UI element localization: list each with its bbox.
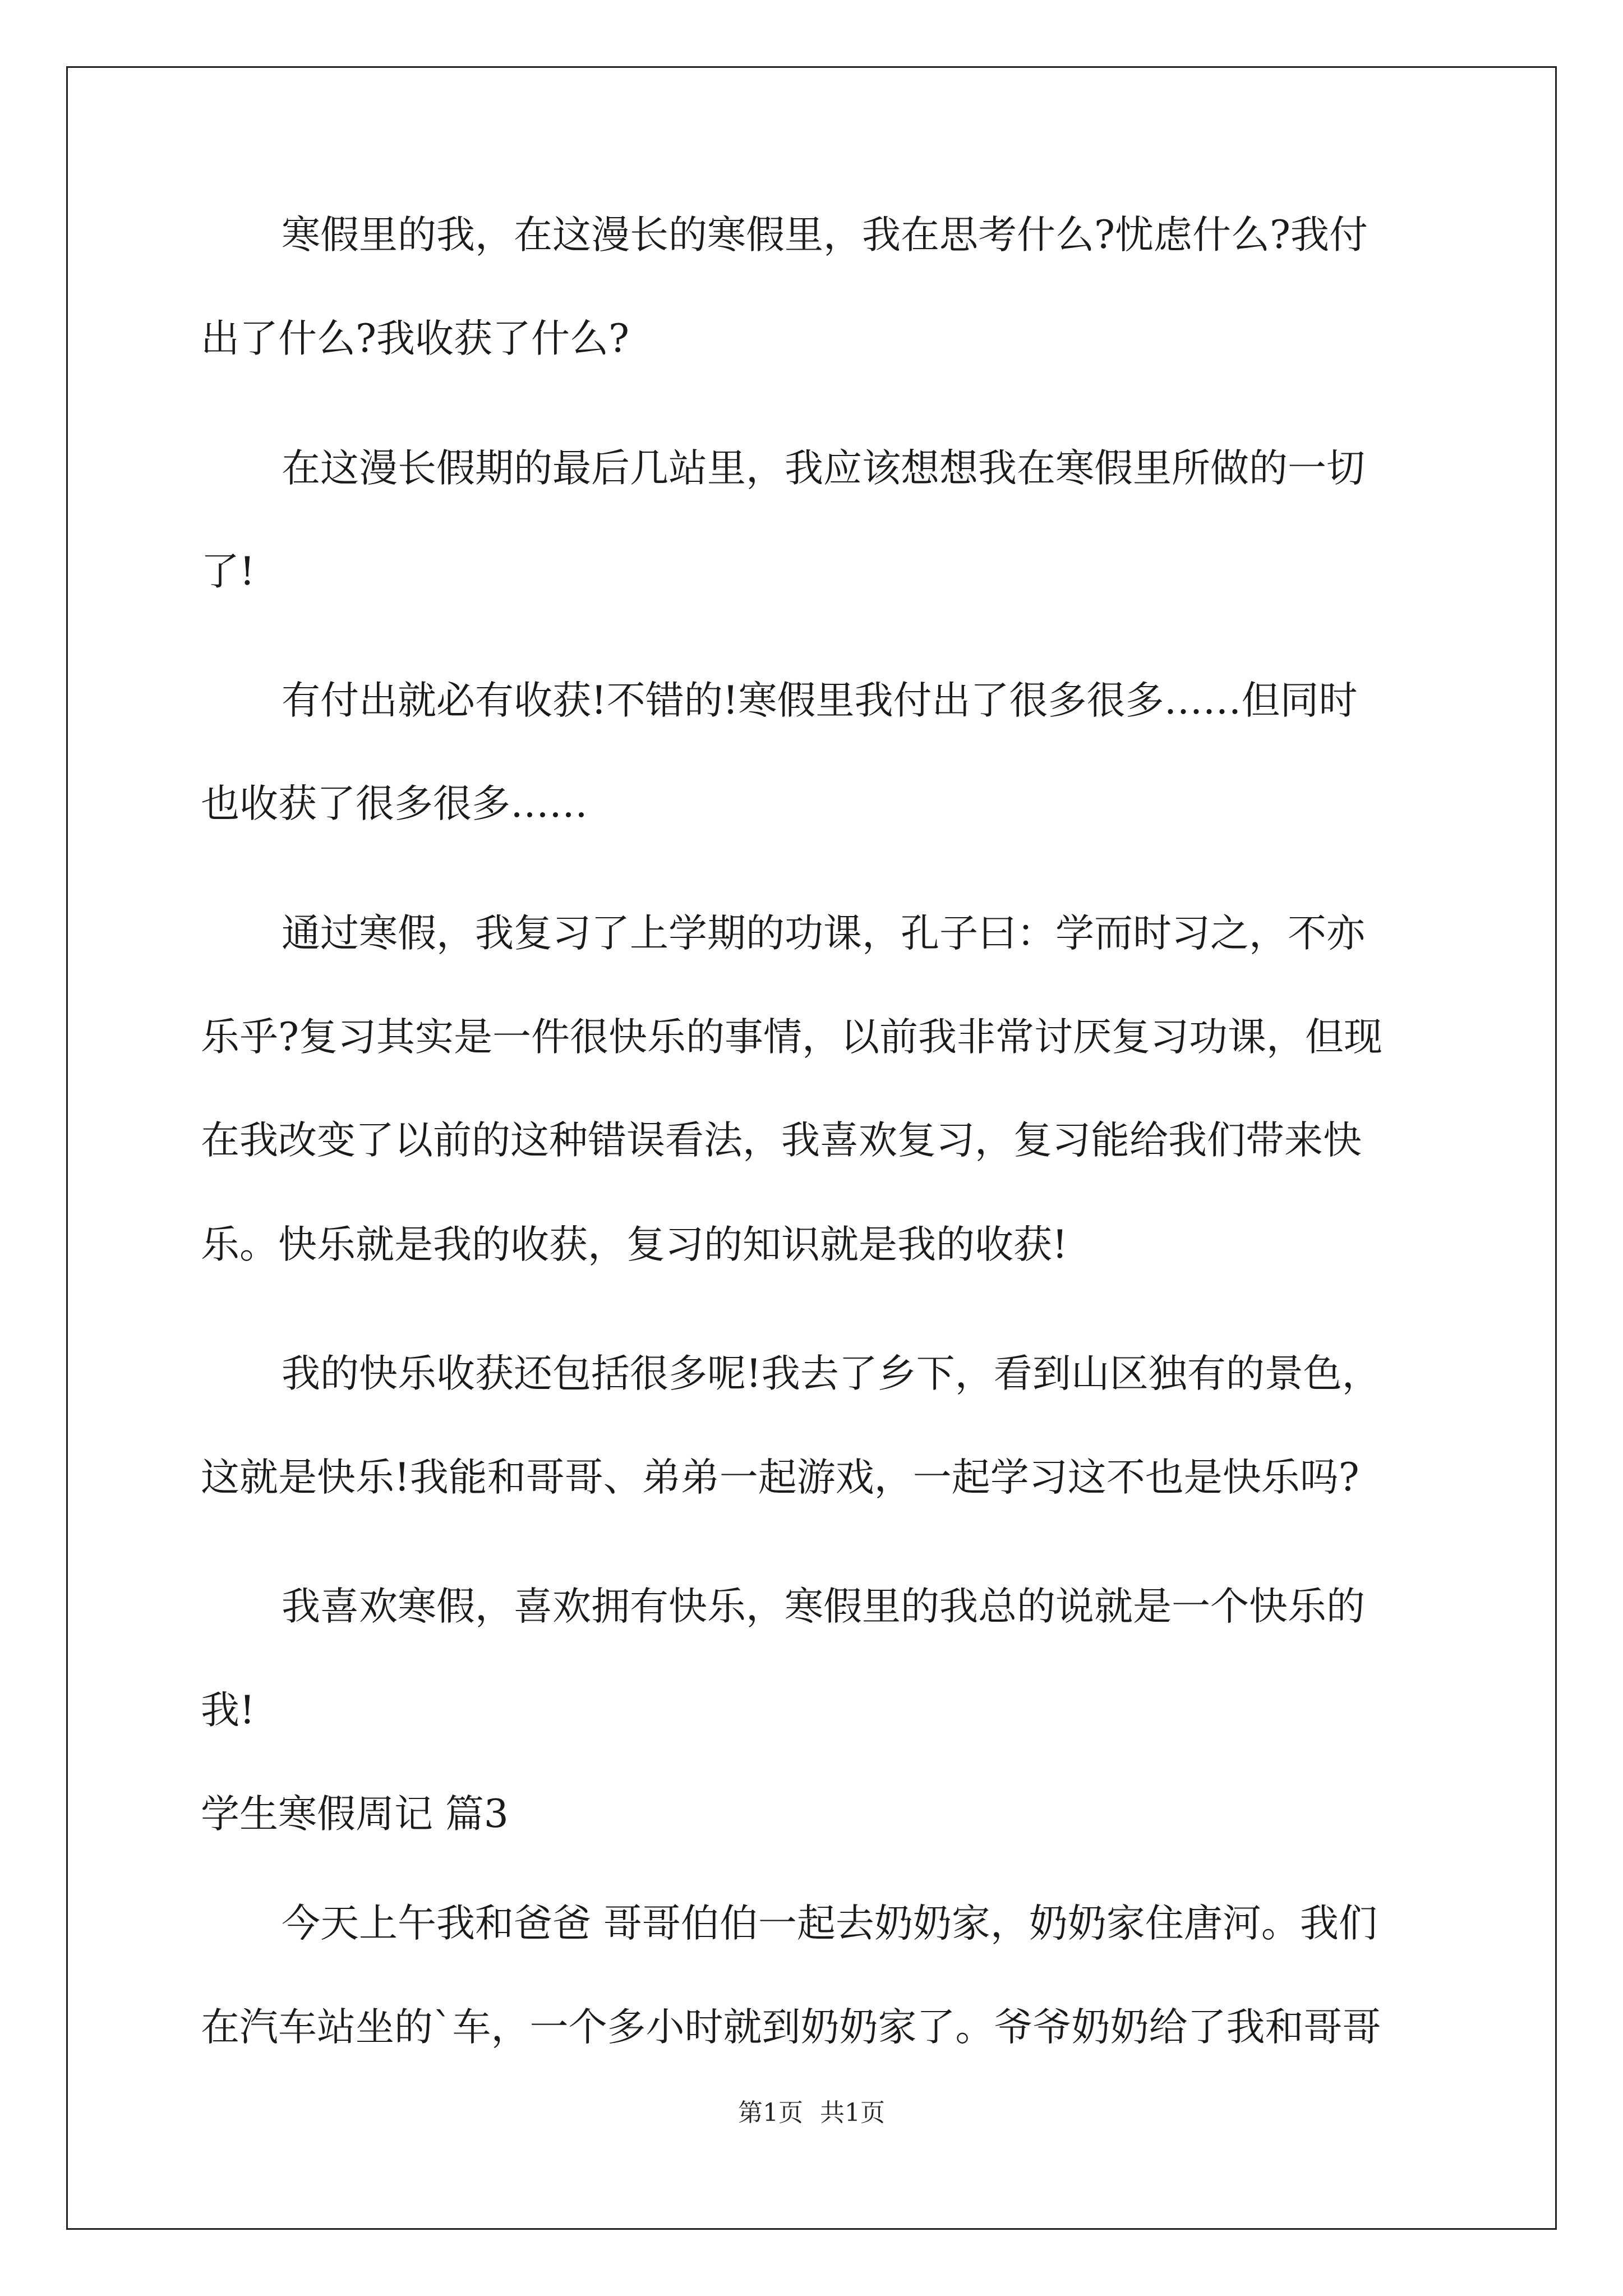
text-line: 在汽车站坐的`车，一个多小时就到奶奶家了。爷爷奶奶给了我和哥哥	[201, 2005, 1381, 2050]
section-heading: 学生寒假周记 篇3	[201, 1792, 509, 1837]
text-line: 乐乎?复习其实是一件很快乐的事情，以前我非常讨厌复习功课，但现	[201, 1015, 1382, 1060]
text-line: 寒假里的我，在这漫长的寒假里，我在思考什么?忧虑什么?我付	[282, 213, 1368, 257]
text-line: 出了什么?我收获了什么?	[201, 316, 629, 361]
text-line: 今天上午我和爸爸 哥哥伯伯一起去奶奶家，奶奶家住唐河。我们	[282, 1901, 1377, 1946]
text-line: 有付出就必有收获!不错的!寒假里我付出了很多很多……但同时	[282, 678, 1358, 723]
page-number-total: 共1页	[820, 2099, 885, 2127]
page-footer	[0, 2092, 1623, 2128]
page-number-current: 第1页	[738, 2099, 803, 2127]
text-line: 我!	[201, 1688, 255, 1733]
text-line: 也收获了很多很多……	[201, 781, 588, 826]
text-line: 了!	[201, 549, 255, 594]
text-line: 这就是快乐!我能和哥哥、弟弟一起游戏，一起学习这不也是快乐吗?	[201, 1455, 1359, 1500]
text-line: 在我改变了以前的这种错误看法，我喜欢复习，复习能给我们带来快	[201, 1118, 1362, 1163]
text-line: 乐。快乐就是我的收获，复习的知识就是我的收获!	[201, 1222, 1068, 1267]
text-line: 我的快乐收获还包括很多呢!我去了乡下，看到山区独有的景色，	[282, 1351, 1381, 1396]
text-line: 在这漫长假期的最后几站里，我应该想想我在寒假里所做的一切	[282, 446, 1365, 491]
text-line: 通过寒假，我复习了上学期的功课，孔子曰：学而时习之，不亦	[282, 911, 1365, 956]
text-line: 我喜欢寒假，喜欢拥有快乐，寒假里的我总的说就是一个快乐的	[282, 1584, 1365, 1629]
